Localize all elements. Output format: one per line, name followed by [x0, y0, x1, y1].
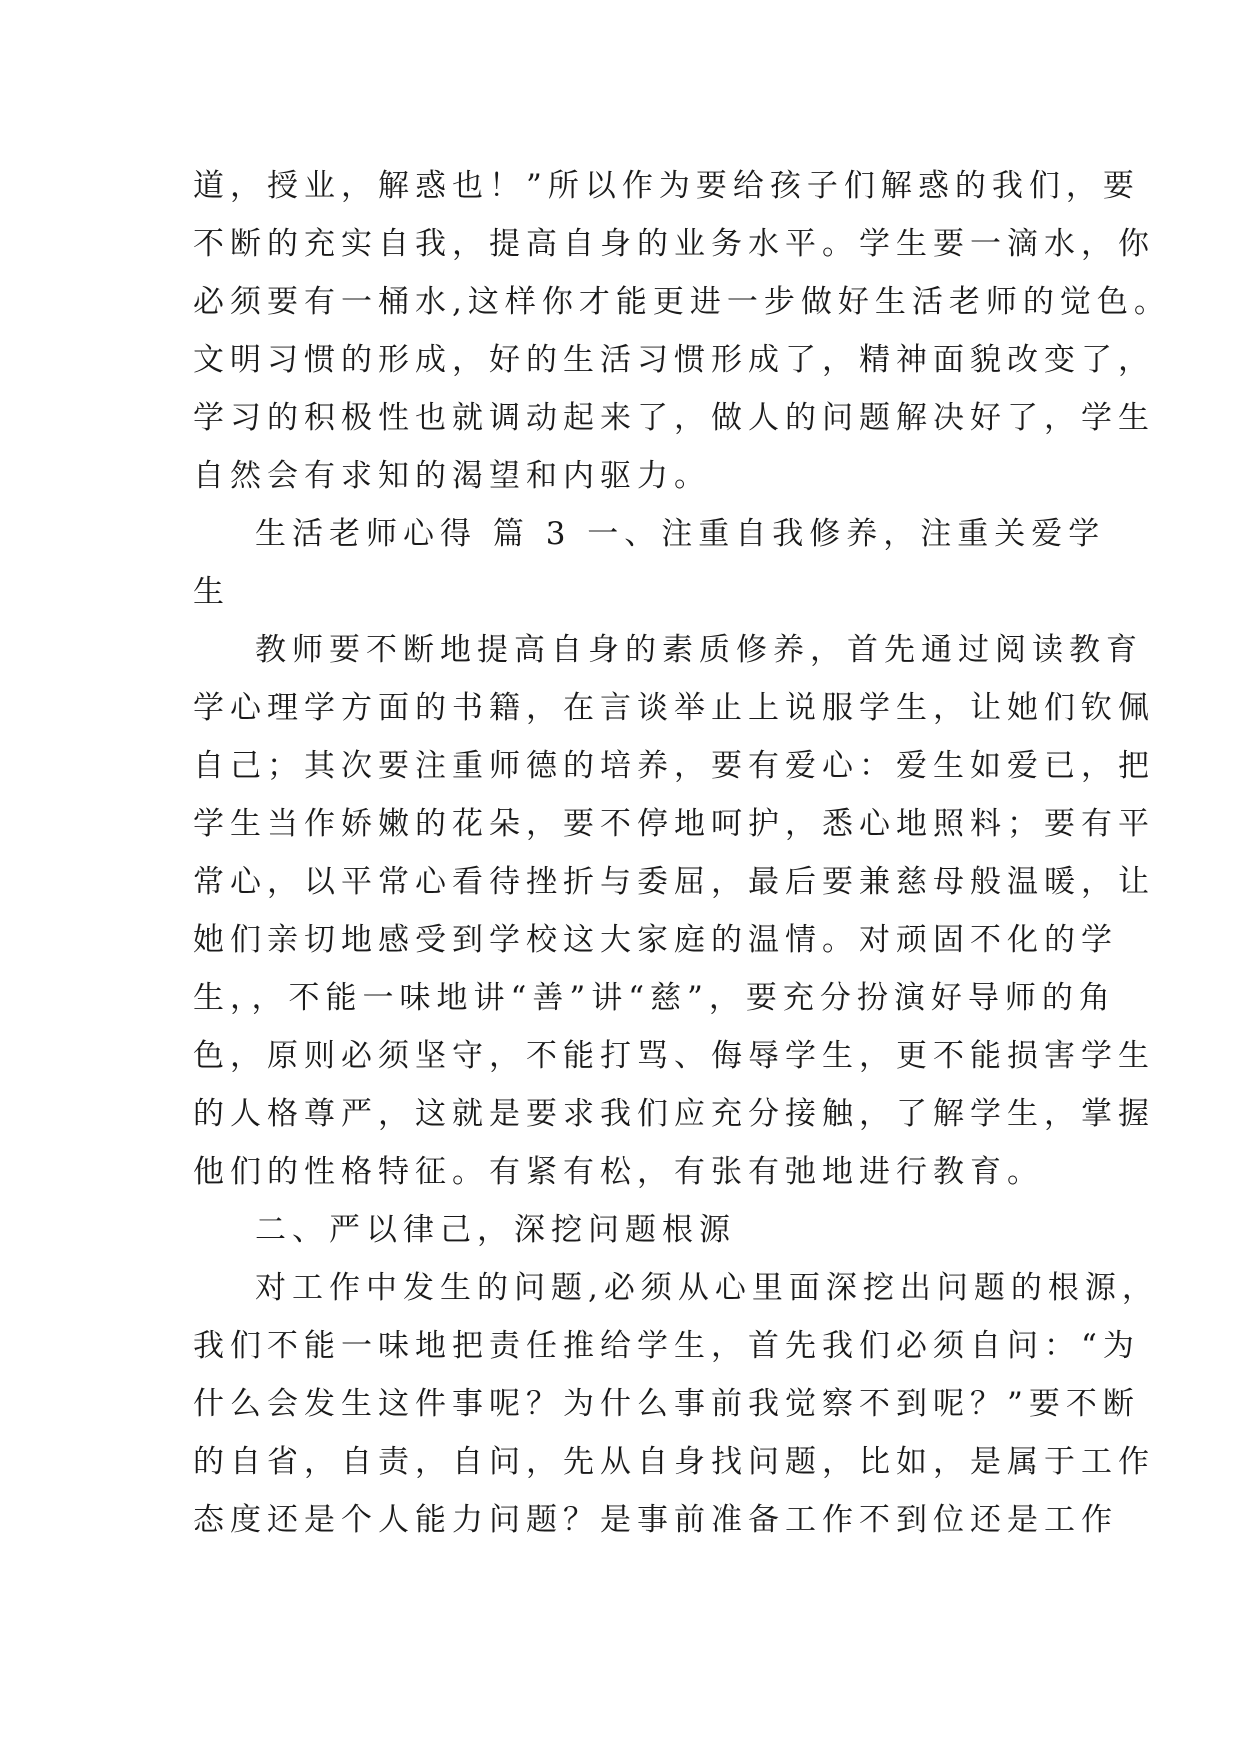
text-line: 色，原则必须坚守，不能打骂、侮辱学生，更不能损害学生 [193, 1038, 1155, 1074]
text-line: 自然会有求知的渴望和内驱力。 [193, 458, 711, 494]
paragraph-start: 对工作中发生的问题,必须从心里面深挖出问题的根源， [255, 1270, 1159, 1306]
text-line: 常心，以平常心看待挫折与委屈，最后要兼慈母般温暖，让 [193, 864, 1155, 900]
text-line: 的人格尊严，这就是要求我们应充分接触，了解学生，掌握 [193, 1096, 1155, 1132]
paragraph-start: 教师要不断地提高自身的素质修养，首先通过阅读教育 [255, 632, 1143, 668]
text-line: 生 [193, 574, 230, 610]
text-line: 他们的性格特征。有紧有松，有张有弛地进行教育。 [193, 1154, 1044, 1190]
text-line: 学习的积极性也就调动起来了，做人的问题解决好了，学生 [193, 400, 1155, 436]
text-line: 道，授业，解惑也！”所以作为要给孩子们解惑的我们，要 [193, 168, 1140, 204]
text-line: 学生当作娇嫩的花朵，要不停地呵护，悉心地照料；要有平 [193, 806, 1155, 842]
text-line: 不断的充实自我，提高自身的业务水平。学生要一滴水，你 [193, 226, 1155, 262]
text-line: 必须要有一桶水,这样你才能更进一步做好生活老师的觉色。 [193, 284, 1171, 320]
text-line: 我们不能一味地把责任推给学生，首先我们必须自问：“为 [193, 1328, 1140, 1364]
section-heading: 生活老师心得 篇 3 一、注重自我修养，注重关爱学 [255, 516, 1106, 552]
text-line: 她们亲切地感受到学校这大家庭的温情。对顽固不化的学 [193, 922, 1118, 958]
subheading: 二、严以律己，深挖问题根源 [255, 1212, 736, 1248]
text-line: 生，，不能一味地讲“善”讲“慈”，要充分扮演好导师的角 [193, 980, 1116, 1016]
text-line: 文明习惯的形成，好的生活习惯形成了，精神面貌改变了， [193, 342, 1155, 378]
text-line: 什么会发生这件事呢？为什么事前我觉察不到呢？”要不断 [193, 1386, 1140, 1422]
text-line: 学心理学方面的书籍，在言谈举止上说服学生，让她们钦佩 [193, 690, 1155, 726]
text-line: 自己；其次要注重师德的培养，要有爱心：爱生如爱已，把 [193, 748, 1155, 784]
text-line: 态度还是个人能力问题？是事前准备工作不到位还是工作 [193, 1502, 1118, 1538]
text-line: 的自省，自责，自问，先从自身找问题，比如，是属于工作 [193, 1444, 1155, 1480]
